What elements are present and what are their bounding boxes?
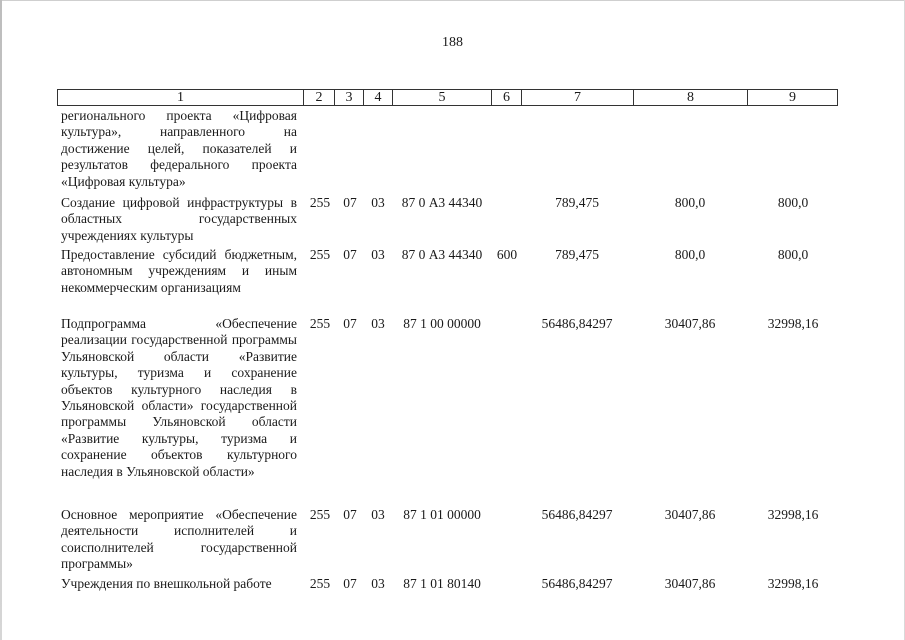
- cell-amount-9: 800,0: [777, 247, 809, 262]
- cell-admin-code: 255: [309, 316, 331, 331]
- cell-amount-7: 789,475: [555, 195, 599, 210]
- cell-section: 07: [343, 507, 357, 522]
- header-col-2: 2: [304, 89, 335, 106]
- cell-target-article: 87 0 А3 44340: [401, 247, 483, 262]
- row-description: Создание цифровой инфраструктуры в областных государственных учреждениях культуры: [61, 195, 297, 243]
- scan-edge-top: [0, 0, 905, 1]
- cell-subsection: 03: [371, 195, 385, 210]
- cell-amount-8: 800,0: [674, 195, 706, 210]
- cell-target-article: 87 1 01 00000: [403, 507, 481, 522]
- cell-amount-8: 30407,86: [664, 576, 716, 591]
- cell-section: 07: [343, 576, 357, 591]
- cell-admin-code: 255: [309, 195, 331, 210]
- cell-subsection: 03: [371, 507, 385, 522]
- cell-amount-7: 789,475: [555, 247, 599, 262]
- cell-expense-type: 600: [496, 247, 518, 262]
- cell-admin-code: 255: [309, 576, 331, 591]
- cell-amount-7: 56486,84297: [541, 316, 613, 331]
- page-number: 188: [442, 35, 463, 50]
- header-col-4: 4: [364, 89, 393, 106]
- header-col-5: 5: [393, 89, 492, 106]
- cell-amount-7: 56486,84297: [541, 576, 613, 591]
- row-description: регионального проекта «Цифровая культура», направленного на достижение целей, показателей и результатов федерального проекта «Цифровая культура»: [61, 108, 297, 189]
- header-col-8: 8: [634, 89, 748, 106]
- header-col-7: 7: [522, 89, 634, 106]
- cell-target-article: 87 0 А3 44340: [401, 195, 483, 210]
- header-col-6: 6: [492, 89, 522, 106]
- cell-admin-code: 255: [309, 507, 331, 522]
- cell-target-article: 87 1 01 80140: [403, 576, 481, 591]
- row-description: Основное мероприятие «Обеспечение деятельности исполнителей и соисполнителей государственной программы»: [61, 507, 297, 572]
- cell-amount-9: 32998,16: [767, 576, 819, 591]
- cell-amount-8: 800,0: [674, 247, 706, 262]
- cell-section: 07: [343, 247, 357, 262]
- cell-amount-8: 30407,86: [664, 316, 716, 331]
- cell-subsection: 03: [371, 247, 385, 262]
- header-col-1: 1: [57, 89, 304, 106]
- cell-amount-7: 56486,84297: [541, 507, 613, 522]
- cell-target-article: 87 1 00 00000: [403, 316, 481, 331]
- header-col-9: 9: [748, 89, 838, 106]
- row-description: Предоставление субсидий бюджетным, автономным учреждениям и иным некоммерческим организациям: [61, 247, 297, 295]
- cell-amount-9: 32998,16: [767, 507, 819, 522]
- cell-section: 07: [343, 316, 357, 331]
- cell-admin-code: 255: [309, 247, 331, 262]
- row-description: Учреждения по внешкольной работе: [61, 576, 272, 591]
- cell-section: 07: [343, 195, 357, 210]
- row-description: Подпрограмма «Обеспечение реализации государственной программы Ульяновской области «Развитие культуры, туризма и сохранение объектов культурного наследия в Ульяновской области» государственной программы Ульяновской области «Развитие культуры, туризма и сохранение объектов культурного наследия в Ульяновской области»: [61, 316, 297, 479]
- cell-amount-9: 800,0: [777, 195, 809, 210]
- cell-amount-8: 30407,86: [664, 507, 716, 522]
- cell-amount-9: 32998,16: [767, 316, 819, 331]
- cell-subsection: 03: [371, 316, 385, 331]
- cell-subsection: 03: [371, 576, 385, 591]
- header-col-3: 3: [335, 89, 364, 106]
- scan-edge-left: [0, 0, 2, 640]
- table-header: [57, 89, 838, 108]
